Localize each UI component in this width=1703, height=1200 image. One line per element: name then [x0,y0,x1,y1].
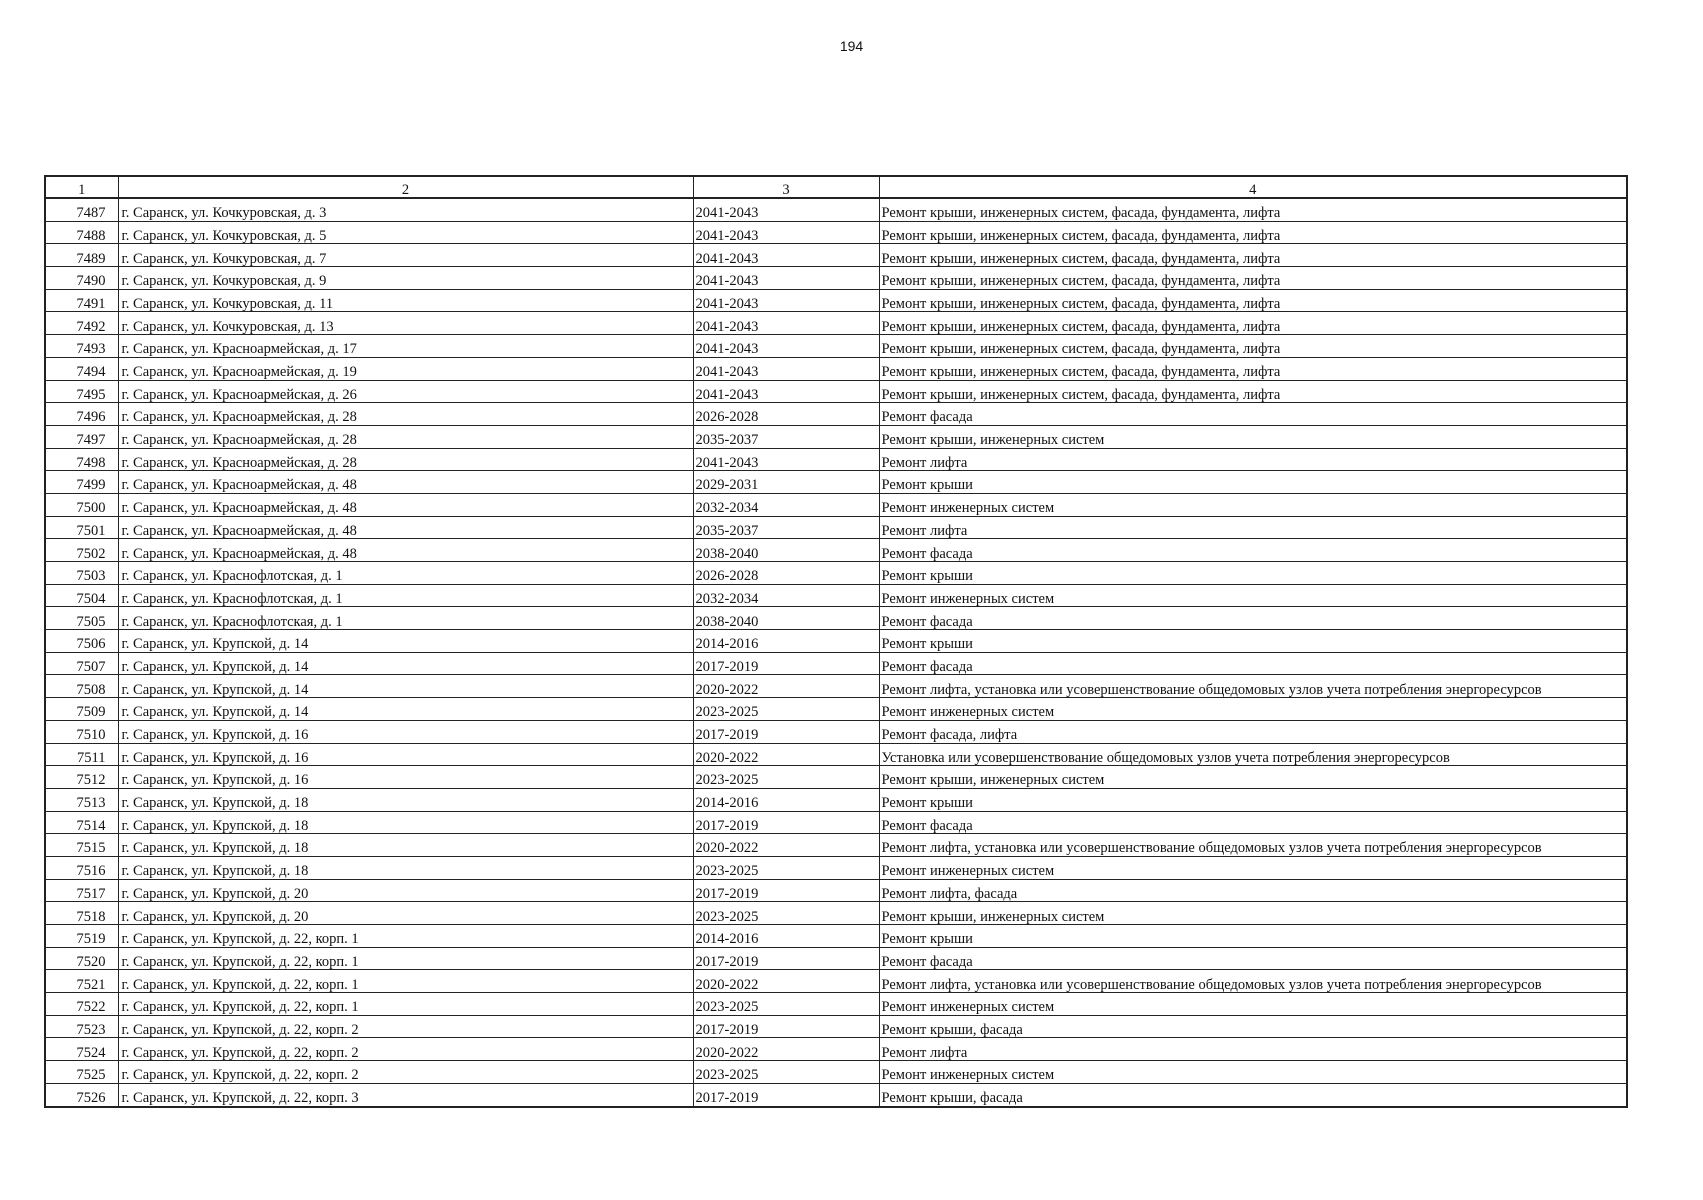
address-cell: г. Саранск, ул. Крупской, д. 18 [118,856,693,879]
row-number-cell: 7509 [45,698,118,721]
work-type-cell: Ремонт лифта, установка или усовершенствование общедомовых узлов учета потребления энергоресурсов [879,675,1627,698]
table-row [45,811,1627,834]
address-cell: г. Саранск, ул. Крупской, д. 16 [118,766,693,789]
row-number-cell: 7495 [45,380,118,403]
table-row [45,743,1627,766]
work-type-cell: Ремонт инженерных систем [879,584,1627,607]
work-type-cell: Ремонт фасада [879,539,1627,562]
address-cell: г. Саранск, ул. Кочкуровская, д. 5 [118,221,693,244]
row-number-cell: 7526 [45,1083,118,1106]
period-cell: 2014-2016 [693,788,879,811]
work-type-cell: Ремонт фасада [879,607,1627,630]
work-type-cell: Ремонт крыши [879,562,1627,585]
address-cell: г. Саранск, ул. Крупской, д. 22, корп. 1 [118,970,693,993]
row-number-cell: 7503 [45,562,118,585]
row-number-cell: 7497 [45,425,118,448]
table-row [45,947,1627,970]
table-header [45,176,1627,198]
address-cell: г. Саранск, ул. Крупской, д. 18 [118,834,693,857]
address-cell: г. Саранск, ул. Кочкуровская, д. 11 [118,289,693,312]
work-type-cell: Ремонт крыши [879,471,1627,494]
table-row [45,993,1627,1016]
address-cell: г. Саранск, ул. Красноармейская, д. 17 [118,335,693,358]
address-cell: г. Саранск, ул. Крупской, д. 22, корп. 2 [118,1015,693,1038]
address-cell: г. Саранск, ул. Красноармейская, д. 28 [118,448,693,471]
row-number-cell: 7511 [45,743,118,766]
address-cell: г. Саранск, ул. Крупской, д. 18 [118,788,693,811]
work-type-cell: Ремонт инженерных систем [879,698,1627,721]
registry-table [44,175,1628,1108]
table-row [45,448,1627,471]
work-type-cell: Ремонт крыши, инженерных систем, фасада, фундамента, лифта [879,289,1627,312]
row-number-cell: 7502 [45,539,118,562]
table-row [45,335,1627,358]
table-row [45,720,1627,743]
work-type-cell: Ремонт крыши, инженерных систем, фасада, фундамента, лифта [879,221,1627,244]
row-number-cell: 7520 [45,947,118,970]
page-number: 194 [839,38,864,54]
address-cell: г. Саранск, ул. Крупской, д. 14 [118,652,693,675]
period-cell: 2023-2025 [693,993,879,1016]
table-row [45,357,1627,380]
work-type-cell: Ремонт инженерных систем [879,993,1627,1016]
work-type-cell: Ремонт крыши, инженерных систем [879,902,1627,925]
address-cell: г. Саранск, ул. Кочкуровская, д. 13 [118,312,693,335]
table-row [45,516,1627,539]
period-cell: 2041-2043 [693,244,879,267]
column-header-1: 1 [45,176,118,198]
row-number-cell: 7516 [45,856,118,879]
row-number-cell: 7504 [45,584,118,607]
row-number-cell: 7499 [45,471,118,494]
table-row [45,1083,1627,1106]
work-type-cell: Ремонт фасада [879,652,1627,675]
work-type-cell: Ремонт лифта, фасада [879,879,1627,902]
period-cell: 2041-2043 [693,312,879,335]
row-number-cell: 7524 [45,1038,118,1061]
address-cell: г. Саранск, ул. Красноармейская, д. 48 [118,539,693,562]
address-cell: г. Саранск, ул. Красноармейская, д. 19 [118,357,693,380]
period-cell: 2020-2022 [693,1038,879,1061]
address-cell: г. Саранск, ул. Красноармейская, д. 48 [118,471,693,494]
row-number-cell: 7496 [45,403,118,426]
table-row [45,1061,1627,1084]
table-row [45,925,1627,948]
period-cell: 2026-2028 [693,403,879,426]
period-cell: 2020-2022 [693,675,879,698]
period-cell: 2041-2043 [693,267,879,290]
table-row [45,312,1627,335]
period-cell: 2032-2034 [693,493,879,516]
row-number-cell: 7507 [45,652,118,675]
period-cell: 2041-2043 [693,380,879,403]
table-row [45,221,1627,244]
work-type-cell: Установка или усовершенствование общедомовых узлов учета потребления энергоресурсов [879,743,1627,766]
address-cell: г. Саранск, ул. Крупской, д. 20 [118,902,693,925]
table-row [45,879,1627,902]
period-cell: 2035-2037 [693,425,879,448]
address-cell: г. Саранск, ул. Крупской, д. 22, корп. 1 [118,947,693,970]
row-number-cell: 7510 [45,720,118,743]
period-cell: 2017-2019 [693,652,879,675]
row-number-cell: 7517 [45,879,118,902]
table-row [45,970,1627,993]
work-type-cell: Ремонт лифта, установка или усовершенствование общедомовых узлов учета потребления энергоресурсов [879,834,1627,857]
row-number-cell: 7518 [45,902,118,925]
address-cell: г. Саранск, ул. Крупской, д. 14 [118,630,693,653]
address-cell: г. Саранск, ул. Кочкуровская, д. 7 [118,244,693,267]
row-number-cell: 7508 [45,675,118,698]
work-type-cell: Ремонт фасада [879,811,1627,834]
period-cell: 2026-2028 [693,562,879,585]
work-type-cell: Ремонт крыши, инженерных систем, фасада, фундамента, лифта [879,244,1627,267]
period-cell: 2017-2019 [693,1083,879,1106]
work-type-cell: Ремонт крыши [879,630,1627,653]
work-type-cell: Ремонт фасада [879,403,1627,426]
work-type-cell: Ремонт крыши [879,925,1627,948]
address-cell: г. Саранск, ул. Крупской, д. 14 [118,675,693,698]
table-row [45,675,1627,698]
table-row [45,834,1627,857]
work-type-cell: Ремонт крыши, инженерных систем, фасада, фундамента, лифта [879,267,1627,290]
period-cell: 2038-2040 [693,539,879,562]
address-cell: г. Саранск, ул. Крупской, д. 18 [118,811,693,834]
table-row [45,380,1627,403]
work-type-cell: Ремонт крыши, фасада [879,1083,1627,1106]
table-row [45,698,1627,721]
table-row [45,1038,1627,1061]
work-type-cell: Ремонт крыши, инженерных систем, фасада, фундамента, лифта [879,380,1627,403]
row-number-cell: 7505 [45,607,118,630]
row-number-cell: 7500 [45,493,118,516]
table-row [45,652,1627,675]
address-cell: г. Саранск, ул. Крупской, д. 14 [118,698,693,721]
period-cell: 2014-2016 [693,925,879,948]
address-cell: г. Саранск, ул. Крупской, д. 22, корп. 2 [118,1061,693,1084]
work-type-cell: Ремонт инженерных систем [879,1061,1627,1084]
period-cell: 2020-2022 [693,970,879,993]
period-cell: 2023-2025 [693,698,879,721]
row-number-cell: 7493 [45,335,118,358]
address-cell: г. Саранск, ул. Краснофлотская, д. 1 [118,584,693,607]
work-type-cell: Ремонт лифта [879,516,1627,539]
address-cell: г. Саранск, ул. Красноармейская, д. 26 [118,380,693,403]
row-number-cell: 7514 [45,811,118,834]
table-row [45,289,1627,312]
address-cell: г. Саранск, ул. Крупской, д. 22, корп. 1 [118,993,693,1016]
address-cell: г. Саранск, ул. Крупской, д. 22, корп. 1 [118,925,693,948]
work-type-cell: Ремонт крыши, инженерных систем [879,425,1627,448]
row-number-cell: 7489 [45,244,118,267]
row-number-cell: 7525 [45,1061,118,1084]
table-row [45,267,1627,290]
work-type-cell: Ремонт лифта, установка или усовершенствование общедомовых узлов учета потребления энергоресурсов [879,970,1627,993]
period-cell: 2017-2019 [693,879,879,902]
table-row [45,244,1627,267]
row-number-cell: 7498 [45,448,118,471]
address-cell: г. Саранск, ул. Кочкуровская, д. 3 [118,198,693,221]
header-row [45,176,1627,198]
period-cell: 2017-2019 [693,1015,879,1038]
row-number-cell: 7487 [45,198,118,221]
row-number-cell: 7523 [45,1015,118,1038]
work-type-cell: Ремонт фасада [879,947,1627,970]
address-cell: г. Саранск, ул. Крупской, д. 22, корп. 3 [118,1083,693,1106]
work-type-cell: Ремонт крыши, инженерных систем [879,766,1627,789]
row-number-cell: 7490 [45,267,118,290]
work-type-cell: Ремонт крыши, инженерных систем, фасада, фундамента, лифта [879,357,1627,380]
row-number-cell: 7519 [45,925,118,948]
row-number-cell: 7491 [45,289,118,312]
table-row [45,766,1627,789]
period-cell: 2029-2031 [693,471,879,494]
column-header-3: 3 [693,176,879,198]
period-cell: 2020-2022 [693,834,879,857]
table-row [45,425,1627,448]
table-row [45,403,1627,426]
work-type-cell: Ремонт крыши, инженерных систем, фасада, фундамента, лифта [879,198,1627,221]
row-number-cell: 7488 [45,221,118,244]
period-cell: 2020-2022 [693,743,879,766]
period-cell: 2023-2025 [693,766,879,789]
work-type-cell: Ремонт инженерных систем [879,493,1627,516]
table-row [45,198,1627,221]
row-number-cell: 7506 [45,630,118,653]
table-row [45,539,1627,562]
address-cell: г. Саранск, ул. Крупской, д. 22, корп. 2 [118,1038,693,1061]
work-type-cell: Ремонт лифта [879,448,1627,471]
address-cell: г. Саранск, ул. Крупской, д. 16 [118,743,693,766]
period-cell: 2041-2043 [693,448,879,471]
column-header-4: 4 [879,176,1627,198]
row-number-cell: 7513 [45,788,118,811]
row-number-cell: 7522 [45,993,118,1016]
table-row [45,1015,1627,1038]
period-cell: 2041-2043 [693,221,879,244]
table-row [45,562,1627,585]
address-cell: г. Саранск, ул. Красноармейская, д. 28 [118,425,693,448]
period-cell: 2035-2037 [693,516,879,539]
period-cell: 2032-2034 [693,584,879,607]
address-cell: г. Саранск, ул. Красноармейская, д. 48 [118,493,693,516]
period-cell: 2041-2043 [693,198,879,221]
work-type-cell: Ремонт крыши, фасада [879,1015,1627,1038]
address-cell: г. Саранск, ул. Красноармейская, д. 48 [118,516,693,539]
period-cell: 2017-2019 [693,720,879,743]
period-cell: 2041-2043 [693,335,879,358]
table-row [45,471,1627,494]
row-number-cell: 7512 [45,766,118,789]
table-row [45,856,1627,879]
work-type-cell: Ремонт крыши [879,788,1627,811]
table-body [45,198,1627,1107]
work-type-cell: Ремонт инженерных систем [879,856,1627,879]
row-number-cell: 7521 [45,970,118,993]
row-number-cell: 7501 [45,516,118,539]
table-row [45,493,1627,516]
address-cell: г. Саранск, ул. Кочкуровская, д. 9 [118,267,693,290]
table-row [45,607,1627,630]
table-row [45,902,1627,925]
address-cell: г. Саранск, ул. Крупской, д. 16 [118,720,693,743]
period-cell: 2023-2025 [693,1061,879,1084]
table-row [45,788,1627,811]
work-type-cell: Ремонт лифта [879,1038,1627,1061]
period-cell: 2014-2016 [693,630,879,653]
row-number-cell: 7492 [45,312,118,335]
period-cell: 2017-2019 [693,811,879,834]
address-cell: г. Саранск, ул. Краснофлотская, д. 1 [118,607,693,630]
period-cell: 2041-2043 [693,357,879,380]
work-type-cell: Ремонт крыши, инженерных систем, фасада, фундамента, лифта [879,312,1627,335]
address-cell: г. Саранск, ул. Краснофлотская, д. 1 [118,562,693,585]
address-cell: г. Саранск, ул. Крупской, д. 20 [118,879,693,902]
period-cell: 2041-2043 [693,289,879,312]
address-cell: г. Саранск, ул. Красноармейская, д. 28 [118,403,693,426]
table-row [45,630,1627,653]
row-number-cell: 7515 [45,834,118,857]
period-cell: 2023-2025 [693,856,879,879]
work-type-cell: Ремонт крыши, инженерных систем, фасада, фундамента, лифта [879,335,1627,358]
period-cell: 2017-2019 [693,947,879,970]
column-header-2: 2 [118,176,693,198]
period-cell: 2023-2025 [693,902,879,925]
table-row [45,584,1627,607]
work-type-cell: Ремонт фасада, лифта [879,720,1627,743]
period-cell: 2038-2040 [693,607,879,630]
row-number-cell: 7494 [45,357,118,380]
